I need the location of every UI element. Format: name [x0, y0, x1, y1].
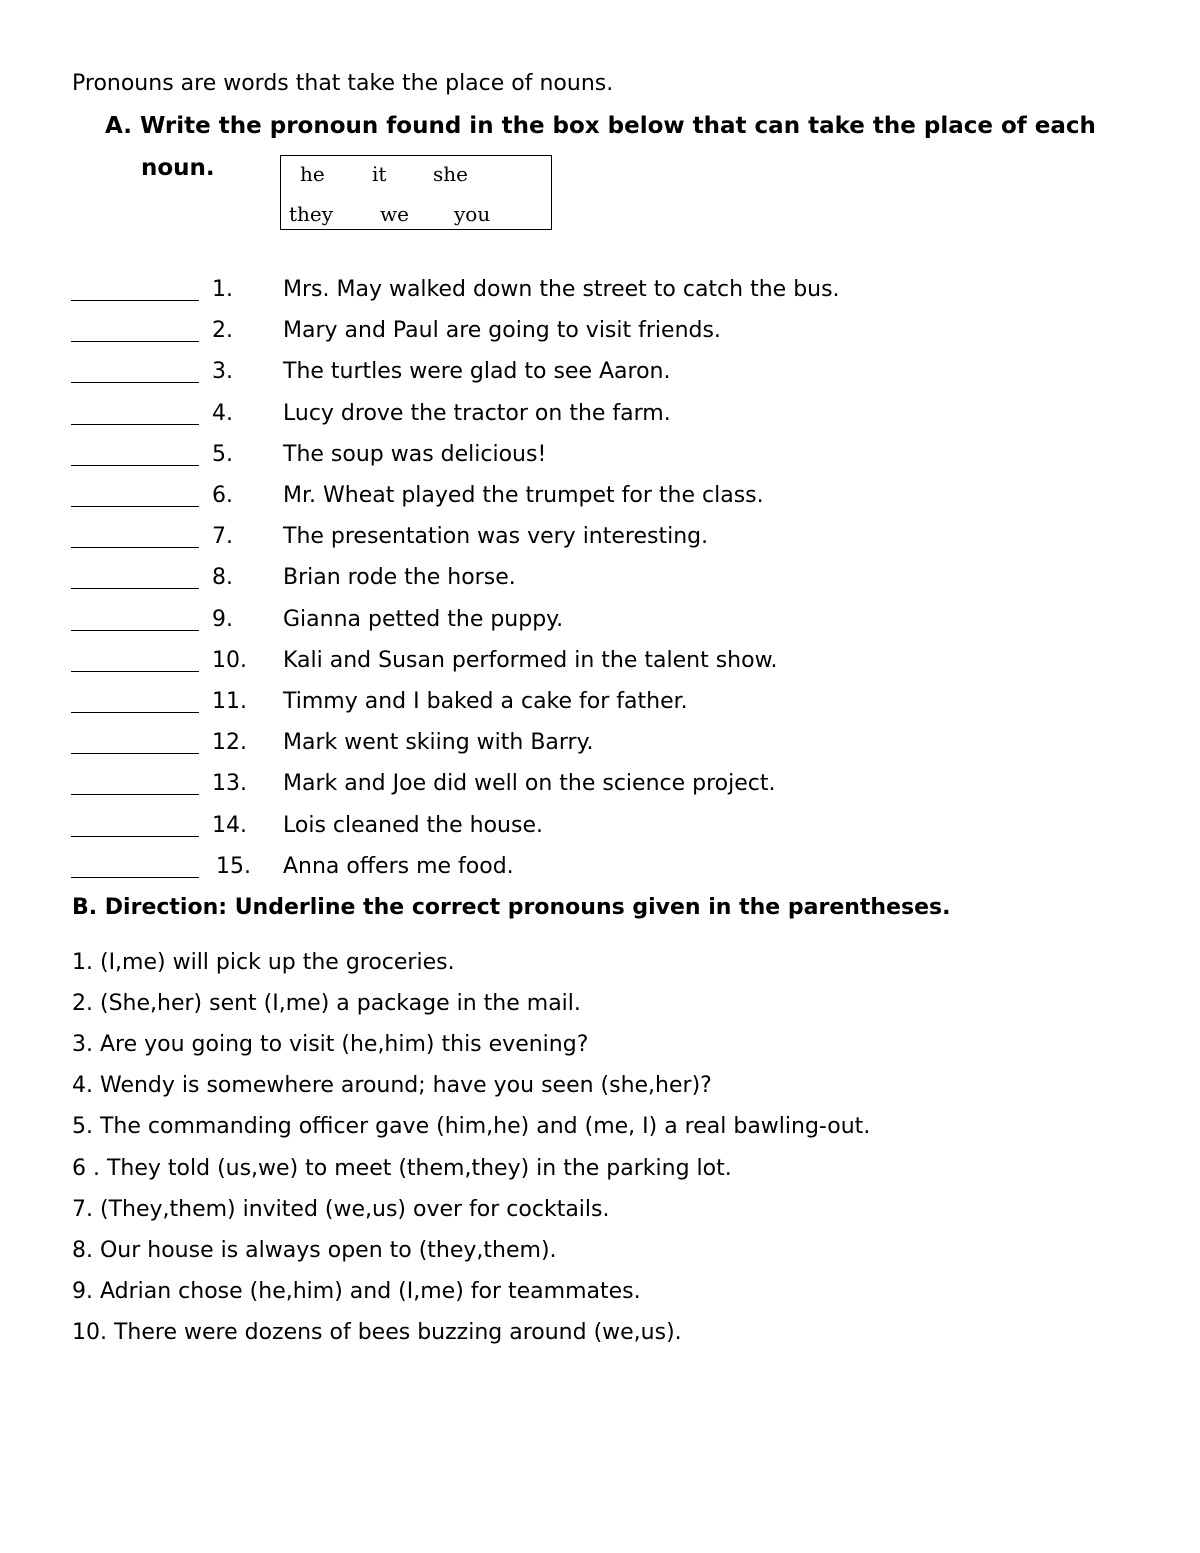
item-sentence: Brian rode the horse. [283, 565, 516, 591]
answer-blank[interactable] [71, 671, 199, 672]
item-number: 11. [212, 689, 247, 714]
answer-blank[interactable] [71, 300, 199, 301]
item-sentence: The turtles were glad to see Aaron. [283, 359, 671, 385]
item-sentence: Gianna petted the puppy. [283, 606, 564, 632]
answer-blank[interactable] [71, 836, 199, 837]
exercise-item: 6 . They told (us,we) to meet (them,they) in the parking lot. [72, 1155, 732, 1181]
item-number: 9. [212, 606, 233, 632]
exercise-item: 2. (She,her) sent (I,me) a package in the mail. [72, 991, 581, 1017]
item-sentence: Anna offers me food. [283, 853, 514, 879]
item-sentence: Lois cleaned the house. [283, 812, 543, 838]
item-number: 14. [212, 812, 247, 838]
item-number: 8. [212, 565, 233, 591]
box-word: she [433, 162, 468, 186]
item-number: 13. [212, 771, 247, 797]
answer-blank[interactable] [71, 341, 199, 342]
answer-blank[interactable] [71, 753, 199, 754]
item-sentence: The soup was delicious! [283, 441, 547, 467]
answer-blank[interactable] [71, 794, 199, 795]
answer-blank[interactable] [71, 506, 199, 507]
item-sentence: Kali and Susan performed in the talent show. [283, 647, 778, 673]
section-a-instruction-cont: noun. [141, 155, 215, 181]
item-sentence: Mark and Joe did well on the science project. [283, 771, 776, 797]
item-sentence: Mrs. May walked down the street to catch the bus. [283, 277, 840, 302]
box-word: he [300, 162, 325, 186]
item-sentence: The presentation was very interesting. [283, 524, 709, 550]
exercise-item: 9. Adrian chose (he,him) and (I,me) for teammates. [72, 1278, 641, 1304]
item-number: 1. [212, 277, 233, 302]
item-number: 5. [212, 441, 233, 467]
exercise-item: 7. (They,them) invited (we,us) over for cocktails. [72, 1196, 610, 1222]
exercise-item: 10. There were dozens of bees buzzing around (we,us). [72, 1319, 682, 1345]
answer-blank[interactable] [71, 382, 199, 383]
answer-blank[interactable] [71, 877, 199, 878]
item-sentence: Mr. Wheat played the trumpet for the class. [283, 483, 764, 508]
answer-blank[interactable] [71, 547, 199, 548]
section-a-instruction: A. Write the pronoun found in the box below that can take the place of each [105, 113, 1096, 139]
exercise-item: 8. Our house is always open to (they,them). [72, 1237, 557, 1263]
item-number: 12. [212, 730, 247, 756]
item-sentence: Mary and Paul are going to visit friends. [283, 318, 721, 344]
item-number: 7. [212, 524, 233, 550]
box-word: it [372, 162, 387, 186]
box-word: you [454, 202, 491, 226]
answer-blank[interactable] [71, 712, 199, 713]
answer-blank[interactable] [71, 630, 199, 631]
item-sentence: Timmy and I baked a cake for father. [283, 689, 688, 714]
item-sentence: Mark went skiing with Barry. [283, 730, 594, 756]
box-word: they [289, 202, 334, 226]
exercise-item: 3. Are you going to visit (he,him) this evening? [72, 1032, 589, 1058]
exercise-item: 4. Wendy is somewhere around; have you seen (she,her)? [72, 1073, 712, 1099]
item-number: 15. [216, 853, 251, 879]
pronoun-word-box [280, 155, 552, 230]
item-number: 2. [212, 318, 233, 344]
item-sentence: Lucy drove the tractor on the farm. [283, 400, 671, 426]
answer-blank[interactable] [71, 465, 199, 466]
item-number: 4. [212, 400, 233, 426]
item-number: 10. [212, 647, 247, 673]
item-number: 3. [212, 359, 233, 385]
box-word: we [380, 202, 409, 226]
section-b-instruction: B. Direction: Underline the correct pronouns given in the parentheses. [72, 895, 951, 920]
intro-text: Pronouns are words that take the place of nouns. [72, 71, 614, 96]
answer-blank[interactable] [71, 424, 199, 425]
answer-blank[interactable] [71, 588, 199, 589]
exercise-item: 5. The commanding officer gave (him,he) and (me, I) a real bawling-out. [72, 1114, 871, 1140]
item-number: 6. [212, 483, 233, 508]
exercise-item: 1. (I,me) will pick up the groceries. [72, 950, 455, 975]
